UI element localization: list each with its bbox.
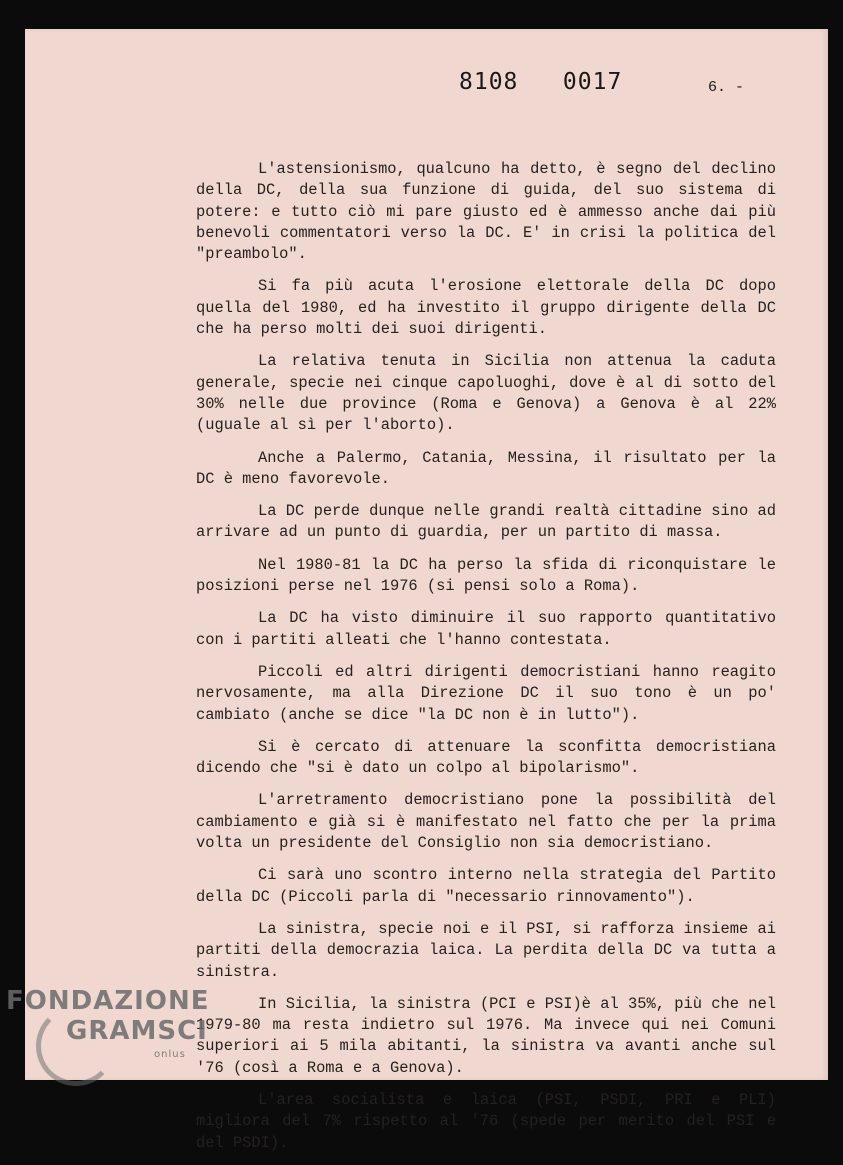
- page-number: 6. -: [708, 79, 745, 96]
- document-code: 8108 0017: [459, 69, 623, 95]
- paragraph: Anche a Palermo, Catania, Messina, il risultato per la DC è meno favorevole.: [196, 448, 776, 488]
- paragraph: La sinistra, specie noi e il PSI, si rafforza insieme ai partiti della democrazia laica. La perdita della DC va tutta a sinistra.: [196, 919, 776, 981]
- paragraph: La DC ha visto diminuire il suo rapporto quantitativo con i partiti alleati che l'hanno contestata.: [196, 609, 776, 649]
- paragraph: In Sicilia, la sinistra (PCI e PSI)è al 35%, più che nel 1979-80 ma resta indietro sul 1976. Ma invece qui nei Comuni superiori ai 5 mila abitanti, la sinistra va avanti anche sul '76 (così a Roma e a Genova).: [196, 994, 776, 1077]
- fondazione-gramsci-watermark: [6, 986, 210, 1060]
- paragraph: Piccoli ed altri dirigenti democristiani hanno reagito nervosamente, ma alla Direzione DC il suo tono è un po' cambiato (anche se dice "la DC non è in lutto").: [196, 662, 776, 724]
- paragraph: Si fa più acuta l'erosione elettorale della DC dopo quella del 1980, ed ha investito il gruppo dirigente della DC che ha perso molti dei suoi dirigenti.: [196, 277, 776, 339]
- document-body: [196, 159, 776, 1165]
- watermark-line2: GRAMSCI: [66, 1016, 208, 1046]
- document-page: [25, 29, 828, 1152]
- paragraph: Si è cercato di attenuare la sconfitta democristiana dicendo che "si è dato un colpo al bipolarismo".: [196, 737, 776, 778]
- swirl-logo-icon: [36, 1006, 116, 1086]
- paragraph: L'area socialista e laica (PSI, PSDI, PRI e PLI) migliora del 7% rispetto al '76 (spede per merito del PSI e del PSDI).: [196, 1090, 776, 1152]
- watermark-sub: onlus: [154, 1049, 186, 1060]
- watermark-line1: FONDAZIONE: [6, 986, 210, 1016]
- paragraph: La relativa tenuta in Sicilia non attenua la caduta generale, specie nei cinque capoluoghi, dove è al di sotto del 30% nelle due province (Roma e Genova) a Genova è al 22% (uguale al sì per l'aborto).: [196, 352, 776, 435]
- paragraph: Ci sarà uno scontro interno nella strategia del Partito della DC (Piccoli parla di "necessario rinnovamento").: [196, 866, 776, 906]
- paragraph: Nel 1980-81 la DC ha perso la sfida di riconquistare le posizioni perse nel 1976 (si pensi solo a Roma).: [196, 555, 776, 596]
- paragraph: La DC perde dunque nelle grandi realtà cittadine sino ad arrivare ad un punto di guardia, per un partito di massa.: [196, 502, 776, 542]
- paragraph: L'arretramento democristiano pone la possibilità del cambiamento e già si è manifestato nel fatto che per la prima volta un presidente del Consiglio non sia democristiano.: [196, 791, 776, 853]
- paragraph: L'astensionismo, qualcuno ha detto, è segno del declino della DC, della sua funzione di guida, del suo sistema di potere: e tutto ciò mi pare giusto ed è ammesso anche dai più benevoli commentatori verso la DC. E' in crisi la politica del "preambolo".: [196, 160, 776, 264]
